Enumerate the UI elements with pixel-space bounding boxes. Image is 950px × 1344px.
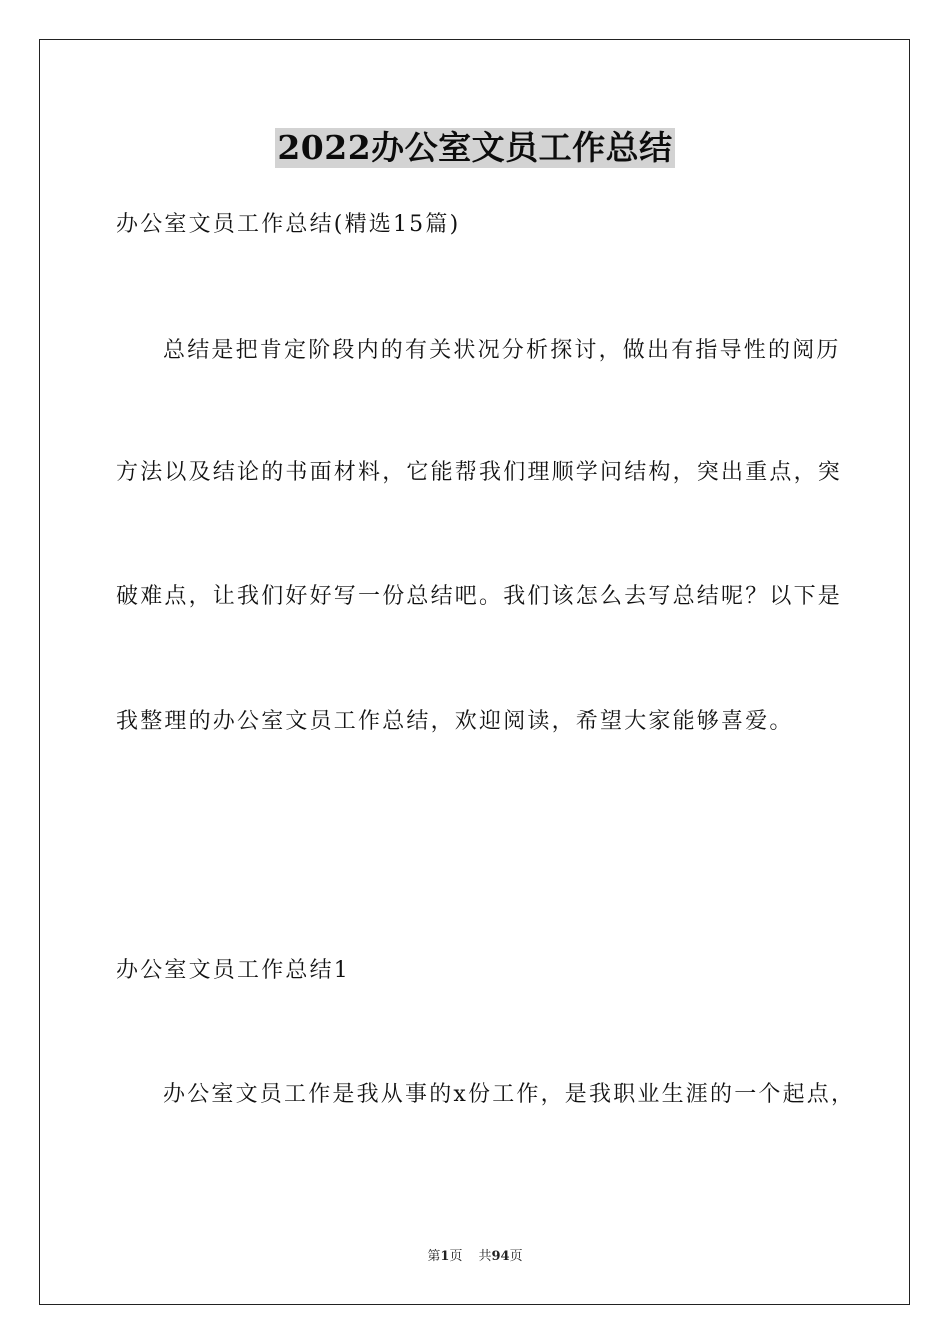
footer-total-suffix: 页: [509, 1249, 523, 1264]
footer-page-number: 1: [440, 1249, 450, 1264]
intro-paragraph-line-3: 破难点，让我们好好写一份总结吧。我们该怎么去写总结呢？以下是: [116, 584, 843, 609]
footer-total-prefix: 共: [478, 1249, 492, 1264]
section-heading: 办公室文员工作总结1: [116, 958, 350, 983]
footer-page-prefix: 第: [427, 1249, 441, 1264]
section-paragraph-line-1: 办公室文员工作是我从事的x份工作，是我职业生涯的一个起点，: [163, 1082, 856, 1107]
intro-paragraph-line-4: 我整理的办公室文员工作总结，欢迎阅读，希望大家能够喜爱。: [116, 709, 794, 734]
title-container: [0, 128, 950, 168]
document-subtitle: 办公室文员工作总结(精选15篇): [116, 212, 461, 237]
page-footer: [0, 1248, 950, 1266]
document-title: 2022办公室文员工作总结: [277, 128, 673, 167]
footer-page-suffix: 页: [449, 1249, 463, 1264]
intro-paragraph-line-2: 方法以及结论的书面材料，它能帮我们理顺学问结构，突出重点，突: [116, 460, 843, 485]
footer-total-pages: 94: [491, 1249, 510, 1264]
intro-paragraph-line-1: 总结是把肯定阶段内的有关状况分析探讨，做出有指导性的阅历: [163, 338, 841, 363]
